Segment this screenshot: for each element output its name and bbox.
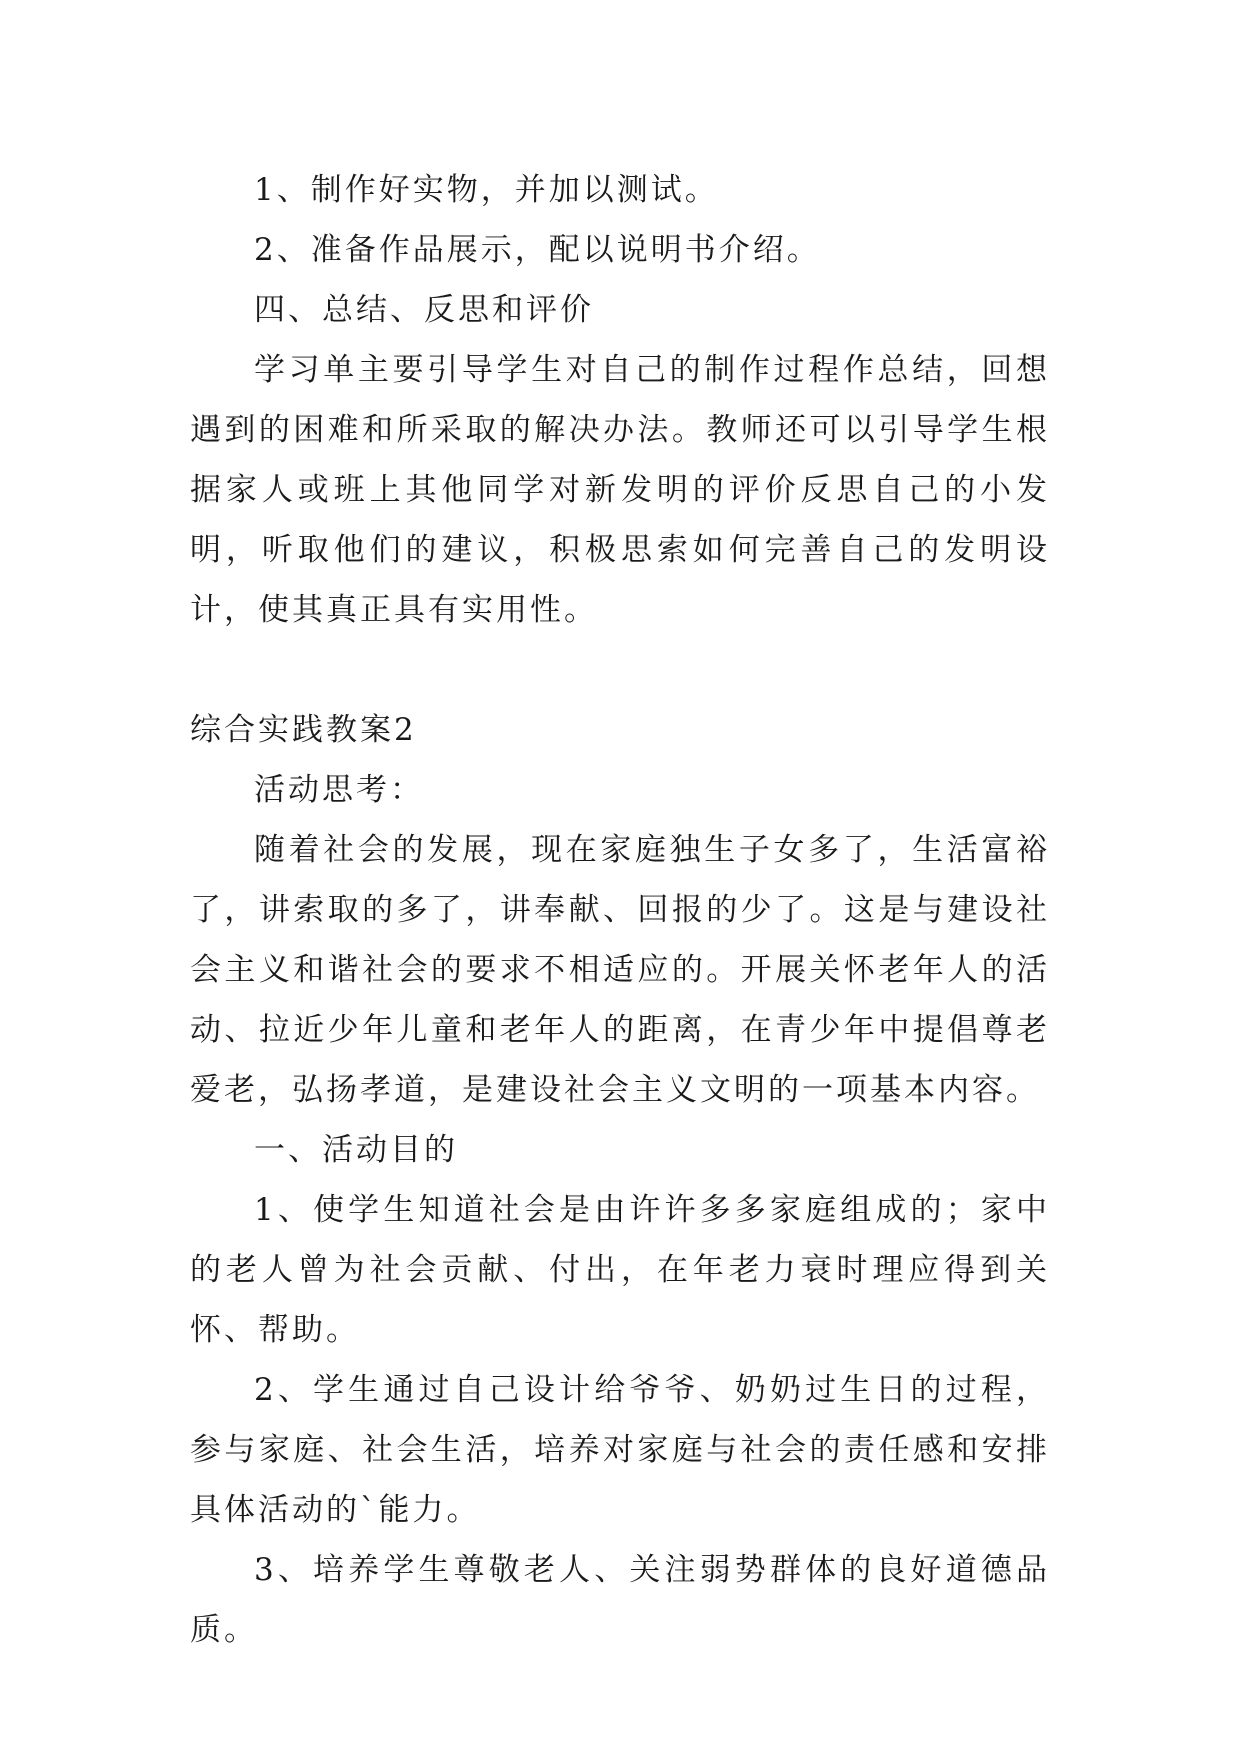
list-item-goal-2: 2、学生通过自己设计给爷爷、奶奶过生日的过程，参与家庭、社会生活，培养对家庭与社会的责任感和安排具体活动的`能力。 (190, 1372, 1050, 1528)
section-heading-summary: 四、总结、反思和评价 (254, 292, 594, 328)
list-item-goal-1: 1、使学生知道社会是由许许多多家庭组成的；家中的老人曾为社会贡献、付出，在年老力衰时理应得到关怀、帮助。 (190, 1192, 1050, 1348)
subheading-activity-thinking: 活动思考： (254, 772, 424, 808)
list-item-make-object: 1、制作好实物，并加以测试。 (254, 172, 719, 208)
document-body (190, 160, 1050, 1660)
paragraph-activity-background: 随着社会的发展，现在家庭独生子女多了，生活富裕了，讲索取的多了，讲奉献、回报的少了。这是与建设社会主义和谐社会的要求不相适应的。开展关怀老年人的活动、拉近少年儿童和老年人的距离，在青少年中提倡尊老爱老，弘扬孝道，是建设社会主义文明的一项基本内容。 (190, 832, 1050, 1108)
section-title-lesson-2: 综合实践教案2 (190, 712, 417, 748)
list-item-goal-3: 3、培养学生尊敬老人、关注弱势群体的良好道德品质。 (190, 1552, 1050, 1648)
section-heading-activity-goals: 一、活动目的 (254, 1132, 458, 1168)
paragraph-summary-body: 学习单主要引导学生对自己的制作过程作总结，回想遇到的困难和所采取的解决办法。教师还可以引导学生根据家人或班上其他同学对新发明的评价反思自己的小发明，听取他们的建议，积极思索如何完善自己的发明设计，使其真正具有实用性。 (190, 352, 1050, 628)
list-item-prepare-display: 2、准备作品展示，配以说明书介绍。 (254, 232, 821, 268)
